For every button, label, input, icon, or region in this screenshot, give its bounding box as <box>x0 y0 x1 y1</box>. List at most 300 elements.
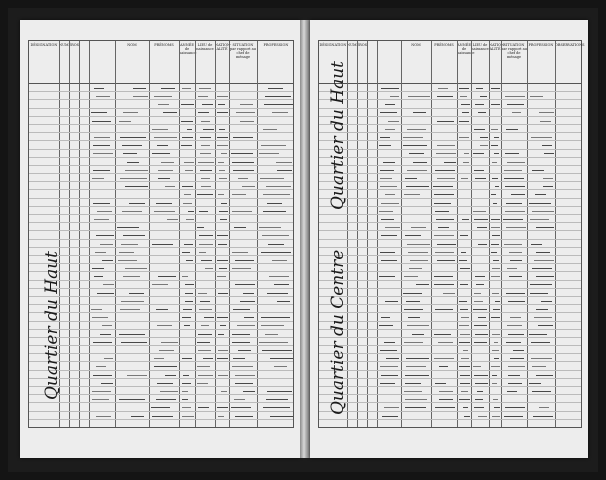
handwritten-entry <box>491 317 500 318</box>
handwritten-entry <box>151 407 170 408</box>
row-rule <box>29 116 293 117</box>
handwritten-entry <box>198 334 212 335</box>
handwritten-entry <box>121 301 144 302</box>
handwritten-entry <box>480 96 486 97</box>
handwritten-entry <box>188 211 194 212</box>
handwritten-entry <box>182 317 191 318</box>
handwritten-entry <box>508 375 520 376</box>
handwritten-entry <box>380 186 397 187</box>
handwritten-entry <box>413 162 427 163</box>
handwritten-entry <box>125 186 147 187</box>
handwritten-entry <box>511 194 524 195</box>
handwritten-entry <box>480 145 488 146</box>
handwritten-entry <box>238 178 248 179</box>
handwritten-entry <box>408 96 429 97</box>
handwritten-entry <box>530 284 552 285</box>
header-cell: LIEU de naissance <box>471 43 489 51</box>
handwritten-entry <box>156 203 172 204</box>
handwritten-entry <box>259 153 279 154</box>
handwritten-entry <box>217 407 228 408</box>
handwritten-entry <box>127 162 139 163</box>
handwritten-entry <box>509 252 522 253</box>
handwritten-entry <box>184 325 190 326</box>
handwritten-entry <box>492 162 497 163</box>
handwritten-entry <box>92 178 104 179</box>
row-rule <box>29 230 293 231</box>
handwritten-entry <box>158 276 175 277</box>
handwritten-entry <box>165 186 176 187</box>
row-rule <box>29 280 293 281</box>
handwritten-entry <box>95 252 106 253</box>
handwritten-entry <box>533 416 554 417</box>
row-rule <box>29 181 293 182</box>
handwritten-entry <box>435 383 446 384</box>
row-rule <box>319 321 581 322</box>
handwritten-entry <box>197 342 210 343</box>
handwritten-entry <box>181 104 193 105</box>
row-rule <box>29 296 293 297</box>
handwritten-entry <box>493 309 500 310</box>
handwritten-entry <box>200 301 209 302</box>
handwritten-entry <box>543 186 554 187</box>
handwritten-entry <box>240 104 253 105</box>
handwritten-entry <box>530 219 548 220</box>
handwritten-entry <box>461 178 468 179</box>
handwritten-entry <box>94 137 110 138</box>
handwritten-entry <box>217 112 227 113</box>
handwritten-entry <box>478 317 486 318</box>
header-cell: ANNÉE de naissance <box>457 43 475 55</box>
handwritten-entry <box>235 383 254 384</box>
handwritten-entry <box>154 366 177 367</box>
handwritten-entry <box>182 399 188 400</box>
row-rule <box>319 230 581 231</box>
handwritten-entry <box>182 88 191 89</box>
row-rule <box>29 189 293 190</box>
handwritten-entry <box>96 235 113 236</box>
handwritten-entry <box>167 219 178 220</box>
handwritten-entry <box>539 112 554 113</box>
handwritten-entry <box>380 178 392 179</box>
handwritten-entry <box>157 383 173 384</box>
handwritten-entry <box>493 203 498 204</box>
row-rule <box>29 394 293 395</box>
handwritten-entry <box>198 375 213 376</box>
handwritten-entry <box>265 334 279 335</box>
handwritten-entry <box>475 276 485 277</box>
handwritten-entry <box>119 121 131 122</box>
handwritten-entry <box>122 211 142 212</box>
row-rule <box>319 189 581 190</box>
handwritten-entry <box>405 235 420 236</box>
handwritten-entry <box>475 104 484 105</box>
row-rule <box>319 124 581 125</box>
handwritten-entry <box>262 235 289 236</box>
handwritten-entry <box>238 350 251 351</box>
handwritten-entry <box>459 399 469 400</box>
handwritten-entry <box>184 244 194 245</box>
row-rule <box>319 140 581 141</box>
handwritten-entry <box>93 145 110 146</box>
row-rule <box>29 132 293 133</box>
handwritten-entry <box>505 186 526 187</box>
handwritten-entry <box>201 145 210 146</box>
handwritten-entry <box>235 416 253 417</box>
handwritten-entry <box>270 358 293 359</box>
handwritten-entry <box>94 88 104 89</box>
handwritten-entry <box>152 153 170 154</box>
handwritten-entry <box>459 366 469 367</box>
handwritten-entry <box>123 235 145 236</box>
row-rule <box>319 288 581 289</box>
handwritten-entry <box>460 309 468 310</box>
handwritten-entry <box>182 407 192 408</box>
handwritten-entry <box>536 375 554 376</box>
handwritten-entry <box>240 301 256 302</box>
handwritten-entry <box>263 194 290 195</box>
handwritten-entry <box>473 153 484 154</box>
handwritten-entry <box>217 260 228 261</box>
handwritten-entry <box>512 112 522 113</box>
row-rule <box>29 222 293 223</box>
handwritten-entry <box>529 334 547 335</box>
handwritten-entry <box>234 399 245 400</box>
row-rule <box>29 239 293 240</box>
handwritten-entry <box>198 112 209 113</box>
handwritten-entry <box>475 383 487 384</box>
row-rule <box>29 157 293 158</box>
row-rule <box>29 402 293 403</box>
handwritten-entry <box>263 407 290 408</box>
handwritten-entry <box>492 383 497 384</box>
handwritten-entry <box>406 186 429 187</box>
row-rule <box>319 337 581 338</box>
handwritten-entry <box>381 219 393 220</box>
handwritten-entry <box>473 366 481 367</box>
handwritten-entry <box>218 194 224 195</box>
handwritten-entry <box>494 342 498 343</box>
handwritten-entry <box>494 137 499 138</box>
handwritten-entry <box>265 96 291 97</box>
handwritten-entry <box>381 203 399 204</box>
left-register-table <box>28 40 294 428</box>
handwritten-entry <box>513 350 523 351</box>
handwritten-entry <box>158 104 169 105</box>
handwritten-entry <box>386 358 399 359</box>
handwritten-entry <box>152 416 173 417</box>
row-rule <box>29 140 293 141</box>
handwritten-entry <box>240 121 254 122</box>
handwritten-entry <box>270 416 293 417</box>
row-rule <box>29 149 293 150</box>
handwritten-entry <box>267 293 287 294</box>
row-rule <box>319 214 581 215</box>
header-cell: NUMÉROS <box>347 43 368 47</box>
handwritten-entry <box>406 301 420 302</box>
handwritten-entry <box>385 129 395 130</box>
handwritten-entry <box>380 252 394 253</box>
handwritten-entry <box>182 252 190 253</box>
handwritten-entry <box>119 252 133 253</box>
handwritten-entry <box>435 309 453 310</box>
handwritten-entry <box>202 104 213 105</box>
handwritten-entry <box>380 170 395 171</box>
row-rule <box>319 108 581 109</box>
handwritten-entry <box>506 129 517 130</box>
handwritten-entry <box>117 227 139 228</box>
handwritten-entry <box>380 383 395 384</box>
handwritten-entry <box>163 112 177 113</box>
handwritten-entry <box>266 186 291 187</box>
handwritten-entry <box>200 153 211 154</box>
handwritten-entry <box>259 342 288 343</box>
row-rule <box>319 165 581 166</box>
handwritten-entry <box>508 301 525 302</box>
handwritten-entry <box>93 342 112 343</box>
handwritten-entry <box>263 129 277 130</box>
handwritten-entry <box>261 325 285 326</box>
row-rule <box>319 206 581 207</box>
handwritten-entry <box>531 342 550 343</box>
handwritten-entry <box>462 112 470 113</box>
handwritten-entry <box>529 383 540 384</box>
handwritten-entry <box>263 211 286 212</box>
handwritten-entry <box>408 252 428 253</box>
handwritten-entry <box>221 391 227 392</box>
handwritten-entry <box>380 350 397 351</box>
handwritten-entry <box>437 96 453 97</box>
handwritten-entry <box>266 399 288 400</box>
handwritten-entry <box>406 366 427 367</box>
handwritten-entry <box>165 375 176 376</box>
handwritten-entry <box>384 407 399 408</box>
handwritten-entry <box>92 399 109 400</box>
handwritten-entry <box>274 366 287 367</box>
header-cell: SITUATION par rapport au chef de ménage <box>230 43 256 59</box>
handwritten-entry <box>198 162 214 163</box>
handwritten-entry <box>434 194 454 195</box>
handwritten-entry <box>119 334 144 335</box>
handwritten-entry <box>182 137 192 138</box>
handwritten-entry <box>474 170 484 171</box>
handwritten-entry <box>504 170 523 171</box>
handwritten-entry <box>475 178 487 179</box>
handwritten-entry <box>459 325 469 326</box>
handwritten-entry <box>531 244 541 245</box>
row-rule <box>29 386 293 387</box>
handwritten-entry <box>201 186 211 187</box>
handwritten-entry <box>199 235 213 236</box>
handwritten-entry <box>272 112 288 113</box>
handwritten-entry <box>539 407 549 408</box>
handwritten-entry <box>388 121 400 122</box>
handwritten-entry <box>473 211 485 212</box>
right-page <box>310 20 588 458</box>
handwritten-entry <box>530 293 548 294</box>
handwritten-entry <box>435 211 449 212</box>
row-rule <box>29 353 293 354</box>
handwritten-entry <box>491 194 496 195</box>
handwritten-entry <box>131 416 144 417</box>
handwritten-entry <box>534 317 553 318</box>
handwritten-entry <box>503 219 523 220</box>
handwritten-entry <box>434 276 453 277</box>
right-district-label-top: Quartier du Haut <box>328 61 348 210</box>
handwritten-entry <box>491 129 498 130</box>
handwritten-entry <box>478 112 487 113</box>
handwritten-entry <box>100 334 110 335</box>
handwritten-entry <box>123 153 138 154</box>
handwritten-entry <box>407 170 427 171</box>
handwritten-entry <box>93 203 110 204</box>
handwritten-entry <box>156 309 168 310</box>
handwritten-entry <box>199 211 208 212</box>
row-rule <box>319 378 581 379</box>
handwritten-entry <box>409 153 425 154</box>
handwritten-entry <box>182 391 189 392</box>
handwritten-entry <box>403 145 427 146</box>
handwritten-entry <box>94 276 103 277</box>
handwritten-entry <box>183 309 193 310</box>
handwritten-entry <box>236 112 256 113</box>
handwritten-entry <box>198 293 206 294</box>
handwritten-entry <box>96 96 110 97</box>
handwritten-entry <box>243 293 254 294</box>
handwritten-entry <box>262 350 292 351</box>
handwritten-entry <box>385 227 400 228</box>
handwritten-entry <box>154 358 165 359</box>
handwritten-entry <box>492 293 499 294</box>
row-rule <box>29 329 293 330</box>
handwritten-entry <box>438 88 448 89</box>
handwritten-entry <box>103 284 114 285</box>
handwritten-entry <box>509 276 522 277</box>
row-rule <box>29 337 293 338</box>
handwritten-entry <box>434 334 451 335</box>
handwritten-entry <box>218 162 224 163</box>
handwritten-entry <box>491 104 500 105</box>
handwritten-entry <box>203 358 212 359</box>
handwritten-entry <box>439 366 448 367</box>
handwritten-entry <box>93 153 113 154</box>
handwritten-entry <box>219 129 226 130</box>
handwritten-entry <box>185 284 194 285</box>
handwritten-entry <box>459 342 470 343</box>
handwritten-entry <box>161 342 178 343</box>
row-rule <box>29 304 293 305</box>
handwritten-entry <box>232 268 251 269</box>
handwritten-entry <box>218 104 225 105</box>
handwritten-entry <box>233 137 253 138</box>
handwritten-entry <box>201 260 211 261</box>
handwritten-entry <box>125 170 148 171</box>
row-rule <box>319 411 581 412</box>
handwritten-entry <box>268 244 283 245</box>
handwritten-entry <box>464 153 470 154</box>
handwritten-entry <box>459 88 469 89</box>
handwritten-entry <box>507 268 517 269</box>
handwritten-entry <box>217 96 227 97</box>
handwritten-entry <box>198 407 209 408</box>
handwritten-entry <box>152 284 168 285</box>
handwritten-entry <box>435 170 455 171</box>
handwritten-entry <box>92 317 108 318</box>
handwritten-entry <box>379 145 390 146</box>
row-rule <box>29 321 293 322</box>
handwritten-entry <box>217 137 228 138</box>
handwritten-entry <box>94 219 108 220</box>
right-register-table <box>318 40 585 428</box>
handwritten-entry <box>127 375 146 376</box>
handwritten-entry <box>234 227 245 228</box>
right-district-label-bottom: Quartier du Centre <box>328 249 348 415</box>
handwritten-entry <box>120 137 146 138</box>
handwritten-entry <box>460 375 470 376</box>
handwritten-entry <box>205 268 213 269</box>
handwritten-entry <box>157 325 172 326</box>
handwritten-entry <box>380 366 398 367</box>
handwritten-entry <box>437 260 455 261</box>
handwritten-entry <box>260 178 284 179</box>
handwritten-entry <box>407 244 430 245</box>
handwritten-entry <box>158 178 169 179</box>
handwritten-entry <box>379 325 393 326</box>
handwritten-entry <box>232 194 246 195</box>
handwritten-entry <box>411 227 426 228</box>
handwritten-entry <box>460 235 467 236</box>
handwritten-entry <box>491 244 499 245</box>
handwritten-entry <box>119 399 145 400</box>
handwritten-entry <box>459 137 469 138</box>
handwritten-entry <box>405 407 426 408</box>
row-rule <box>319 419 581 420</box>
handwritten-entry <box>405 375 429 376</box>
handwritten-entry <box>203 129 213 130</box>
handwritten-entry <box>161 162 175 163</box>
handwritten-entry <box>443 293 455 294</box>
handwritten-entry <box>530 96 543 97</box>
handwritten-entry <box>235 284 255 285</box>
header-cell: NATION-ALITÉ <box>489 43 506 51</box>
handwritten-entry <box>459 260 467 261</box>
handwritten-entry <box>197 383 208 384</box>
handwritten-entry <box>379 211 393 212</box>
handwritten-entry <box>268 88 283 89</box>
handwritten-entry <box>237 325 255 326</box>
handwritten-entry <box>410 260 428 261</box>
handwritten-entry <box>233 309 250 310</box>
handwritten-entry <box>493 260 499 261</box>
handwritten-entry <box>198 96 208 97</box>
handwritten-entry <box>492 235 500 236</box>
handwritten-entry <box>379 276 395 277</box>
handwritten-entry <box>531 137 552 138</box>
handwritten-entry <box>462 219 469 220</box>
row-rule <box>29 312 293 313</box>
handwritten-entry <box>235 260 254 261</box>
row-rule <box>319 91 581 92</box>
handwritten-entry <box>460 96 467 97</box>
handwritten-entry <box>221 153 226 154</box>
handwritten-entry <box>536 252 549 253</box>
handwritten-entry <box>220 325 226 326</box>
handwritten-entry <box>404 309 423 310</box>
handwritten-entry <box>532 268 552 269</box>
handwritten-entry <box>182 358 193 359</box>
handwritten-entry <box>264 104 293 105</box>
handwritten-entry <box>231 153 252 154</box>
handwritten-entry <box>219 178 228 179</box>
